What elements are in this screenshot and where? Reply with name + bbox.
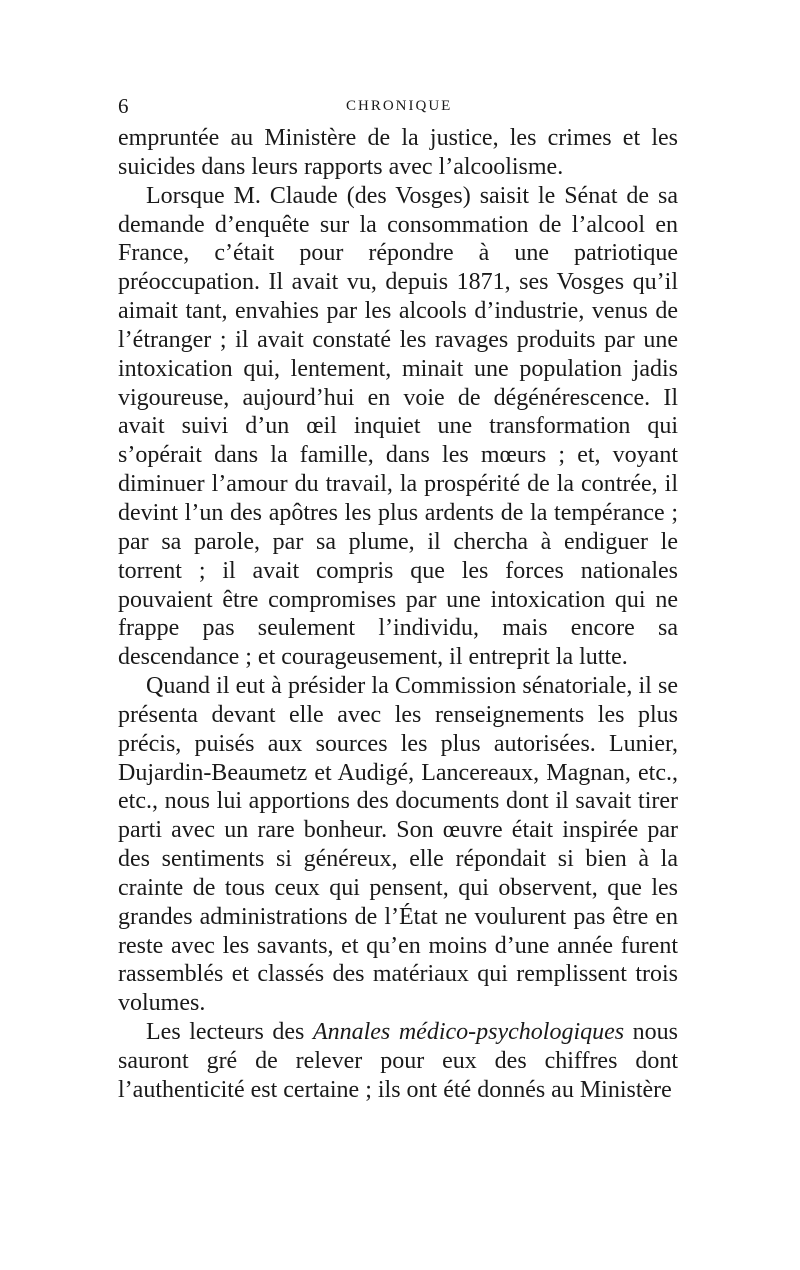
paragraph-annales-end: nous sauront gré de relever pour eux des chiffres dont l’authenticité est certaine ; ils ont été donnés au Ministère	[118, 1019, 679, 1103]
paragraph-annales-start: Les lecteurs des	[146, 1019, 313, 1046]
paragraph-claude-vosges: Lorsque M. Claude (des Vosges) saisit le Sénat de sa demande d’enquête sur la consommation de l’alcool en France, c’était pour répondre à une patriotique préoccupation. Il avait vu, depuis 1871, ses Vosges qu’il aimait tant, envahies par les alcools d’industrie, venus de l’étranger ; il avait constaté les ravages produits par une intoxication qui, lentement, minait une population jadis vigoureuse, aujourd’hui en voie de dégénérescence. Il avait suivi d’un œil inquiet une transformation qui s’opérait dans la famille, dans les mœurs ; et, voyant diminuer l’amour du travail, la prospérité de la contrée, il devint l’un des apôtres les plus ardents de la tempérance ; par sa parole, par sa plume, il chercha à endiguer le torrent ; il avait compris que les forces nationales pouvaient être compromises par une intoxication qui ne frappe pas seulement l’individu, mais encore sa descendance ; et courageusement, il entreprit la lutte.	[118, 182, 678, 671]
paragraph-annales	[118, 1018, 678, 1105]
running-head	[118, 94, 678, 118]
running-title: CHRONIQUE	[346, 98, 453, 114]
journal-title: Annales médico-psychologiques	[312, 1019, 625, 1046]
paragraph-commission: Quand il eut à présider la Commission sénatoriale, il se présenta devant elle avec les renseignements les plus précis, puisés aux sources les plus autorisées. Lunier, Dujardin-Beaumetz et Audigé, Lancereaux, Magnan, etc., etc., nous lui apportions des documents dont il savait tirer parti avec un rare bonheur. Son œuvre était inspirée par des sentiments si généreux, elle répondait si bien à la crainte de tous ceux qui pensent, qui observent, que les grandes administrations de l’État ne voulurent pas être en reste avec les savants, et qu’en moins d’une année furent rassemblés et classés des matériaux qui remplissent trois volumes.	[118, 673, 678, 1017]
paragraph-continuation: empruntée au Ministère de la justice, les crimes et les suicides dans leurs rapports avec l’alcoolisme.	[118, 125, 678, 180]
page-number: 6	[118, 94, 129, 118]
body-text	[118, 124, 678, 1105]
